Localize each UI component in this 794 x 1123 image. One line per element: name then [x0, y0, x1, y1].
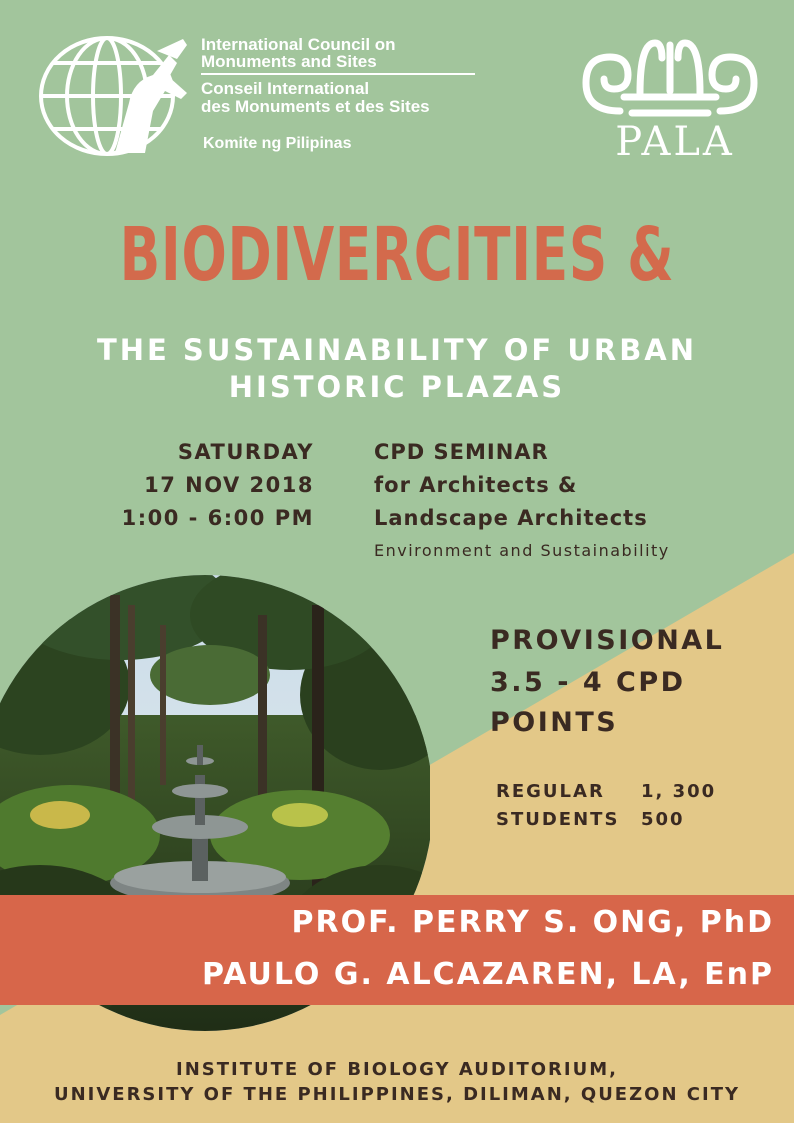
event-title: BIODIVERCITIES & — [119, 212, 675, 298]
seminar-type: CPD SEMINAR — [374, 440, 549, 464]
icomos-name-en-line1: International Council on — [201, 35, 396, 54]
icomos-name-fr-line2: des Monuments et des Sites — [201, 97, 430, 116]
fee-regular-label: REGULAR — [496, 781, 605, 802]
icomos-committee: Komite ng Pilipinas — [203, 135, 352, 152]
fee-regular-value: 1, 300 — [641, 781, 717, 802]
speaker-1: PROF. PERRY S. ONG, PhD — [291, 905, 774, 940]
logo-divider — [201, 73, 475, 75]
icomos-name-fr-line1: Conseil International — [201, 79, 370, 98]
pala-logo-text: PALA — [615, 119, 735, 165]
event-day: SATURDAY — [177, 440, 314, 464]
fee-students-value: 500 — [641, 809, 685, 830]
fee-students-label: STUDENTS — [496, 809, 620, 830]
event-date: 17 NOV 2018 — [144, 473, 314, 497]
venue-line1: INSTITUTE OF BIOLOGY AUDITORIUM, — [176, 1059, 618, 1080]
icomos-globe-icon — [37, 33, 195, 159]
cpd-points-line2: 3.5 - 4 CPD — [490, 667, 686, 698]
seminar-audience-line2: Landscape Architects — [374, 506, 648, 530]
seminar-category: Environment and Sustainability — [374, 541, 670, 560]
venue-line2: UNIVERSITY OF THE PHILIPPINES, DILIMAN, QUEZON CITY — [53, 1084, 741, 1105]
event-time: 1:00 - 6:00 PM — [121, 506, 314, 530]
seminar-audience-line1: for Architects & — [374, 473, 578, 497]
event-subtitle-line2: HISTORIC PLAZAS — [228, 370, 566, 404]
speaker-2: PAULO G. ALCAZAREN, LA, EnP — [202, 957, 774, 992]
pala-ornament-icon — [580, 33, 760, 123]
cpd-points-line1: PROVISIONAL — [490, 625, 725, 656]
icomos-name-en-line2: Monuments and Sites — [201, 52, 377, 71]
cpd-points-line3: POINTS — [490, 707, 619, 738]
event-subtitle-line1: THE SUSTAINABILITY OF URBAN — [96, 333, 698, 367]
